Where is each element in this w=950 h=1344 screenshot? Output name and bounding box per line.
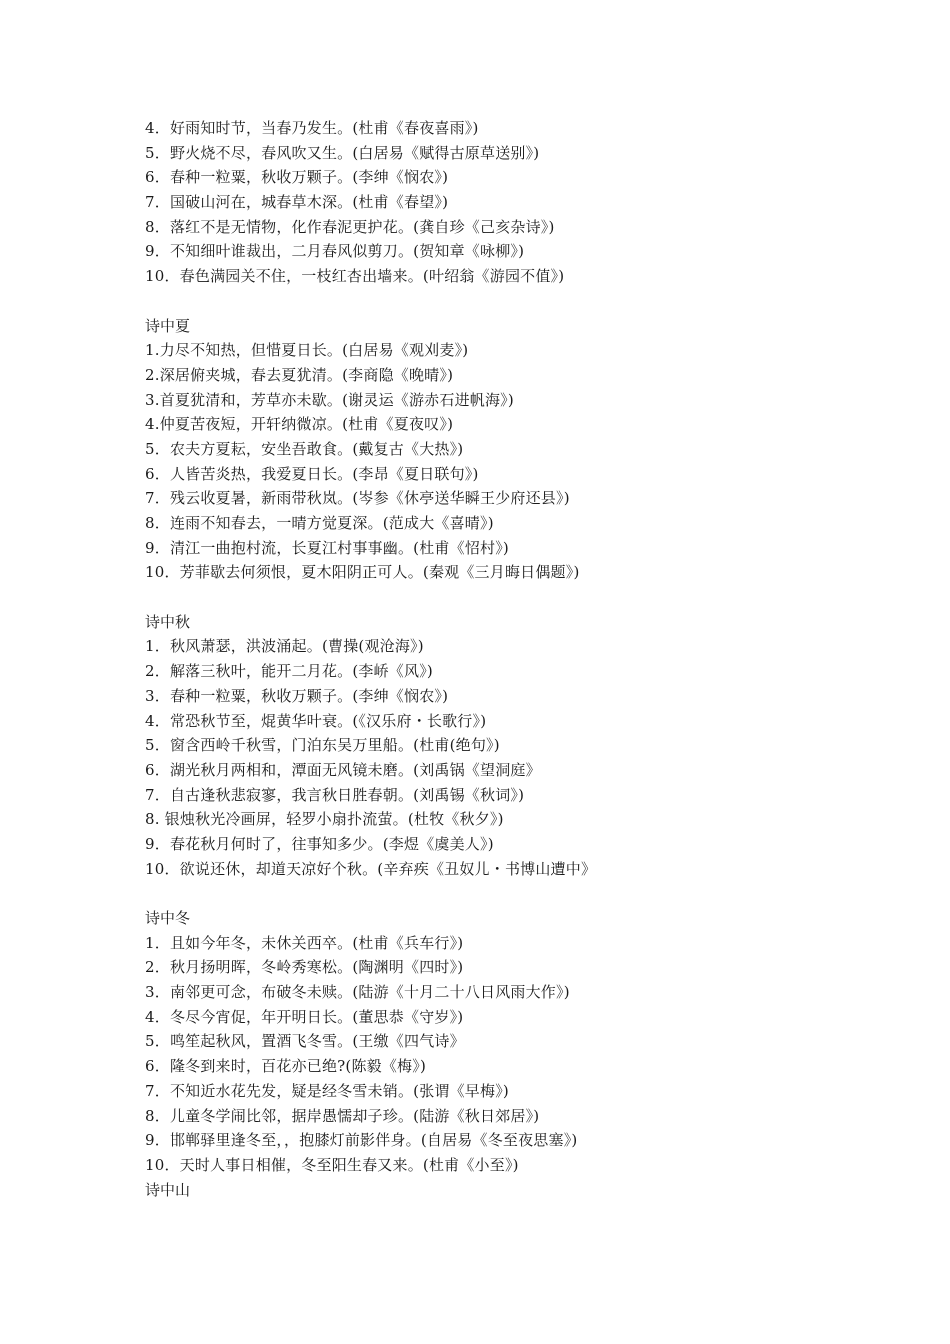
autumn-heading: 诗中秋 (145, 612, 191, 631)
summer-line-5: 5．农夫方夏耘，安坐吾敢食。(戴复古《大热》) (145, 439, 464, 458)
summer-line-8: 8．连雨不知春去，一晴方觉夏深。(范成大《喜晴》) (145, 514, 494, 532)
autumn-line-8: 8. 银烛秋光冷画屏，轻罗小扇扑流萤。(杜牧《秋夕》) (145, 810, 504, 829)
spring-line-8: 8．落红不是无情物，化作春泥更护花。(龚自珍《己亥杂诗》) (145, 217, 555, 236)
autumn-line-3: 3．春种一粒粟，秋收万颗子。(李绅《悯农》) (145, 686, 449, 705)
summer-section (145, 314, 905, 586)
winter-line-3: 3．南邻更可念，布破冬未赎。(陆游《十月二十八日风雨大作》) (145, 983, 570, 1002)
winter-line-6: 6．隆冬到来时，百花亦已绝?(陈毅《梅》) (145, 1057, 426, 1076)
autumn-line-10: 10．欲说还休，却道天凉好个秋。(辛弃疾《丑奴儿・书博山遭中》 (145, 859, 597, 878)
summer-line-1: 1.力尽不知热，但惜夏日长。(白居易《观刈麦》) (145, 341, 469, 360)
winter-line-9: 9．邯郸驿里逢冬至，，抱膝灯前影伴身。(自居易《冬至夜思塞》) (145, 1131, 578, 1150)
winter-heading: 诗中冬 (145, 909, 191, 927)
spring-section (145, 116, 905, 289)
winter-line-1: 1．且如今年冬，未休关西卒。(杜甫《兵车行》) (145, 933, 464, 952)
summer-line-9: 9．清江一曲抱村流，长夏江村事事幽。(杜甫《怊村》) (145, 538, 509, 557)
autumn-line-9: 9．春花秋月何时了，往事知多少。(李煜《虞美人》) (145, 834, 494, 853)
spring-line-5: 5．野火烧不尽，春风吹又生。(白居易《赋得古原草送别》) (145, 143, 540, 162)
winter-line-4: 4．冬尽今宵促，年开明日长。(董思恭《守岁》) (145, 1007, 464, 1026)
winter-line-8: 8．儿童冬学闹比邻，据岸愚懦却子珍。(陆游《秋日郊居》) (145, 1106, 540, 1125)
autumn-line-4: 4．常恐秋节至，焜黄华叶衰。(《汉乐府・长歌行》) (145, 711, 487, 730)
autumn-section (145, 610, 905, 882)
summer-heading: 诗中夏 (145, 316, 191, 335)
winter-line-10: 10．天时人事日相催，冬至阳生春又来。(杜甫《小至》) (145, 1155, 519, 1174)
spring-line-7: 7．国破山河在，城春草木深。(杜甫《春望》) (145, 193, 449, 212)
winter-line-5: 5．鸣笙起秋风，置酒飞冬雪。(王缴《四气诗》 (145, 1032, 465, 1051)
section-gap (145, 585, 905, 610)
winter-line-2: 2．秋月扬明晖，冬岭秀寒松。(陶渊明《四时》) (145, 958, 464, 977)
summer-line-4: 4.仲夏苦夜短，开轩纳微凉。(杜甫《夏夜叹》) (145, 415, 454, 434)
section-gap (145, 881, 905, 906)
section-gap (145, 289, 905, 314)
document-body (145, 116, 905, 1202)
summer-line-10: 10．芳菲歇去何须恨，夏木阳阴正可人。(秦观《三月晦日偶题》) (145, 563, 580, 582)
summer-line-2: 2.深居俯夹城，春去夏犹清。(李商隐《晚晴》) (145, 365, 454, 384)
spring-line-10: 10．春色满园关不住，一枝红杏出墙来。(叶绍翁《游园不值》) (145, 267, 565, 286)
summer-line-6: 6．人皆苦炎热，我爱夏日长。(李昂《夏日联句》) (145, 464, 479, 483)
summer-line-3: 3.首夏犹清和，芳草亦未歇。(谢灵运《游赤石进帆海》) (145, 390, 514, 409)
spring-line-4: 4．好雨知时节，当春乃发生。(杜甫《春夜喜雨》) (145, 119, 479, 137)
autumn-line-1: 1．秋风萧瑟，洪波涌起。(曹操(观沧海》) (145, 637, 424, 656)
mountain-section (145, 1178, 905, 1203)
spring-line-6: 6．春种一粒粟，秋收万颗子。(李绅《悯农》) (145, 168, 449, 187)
mountain-heading: 诗中山 (145, 1180, 191, 1199)
autumn-line-5: 5．窗含西岭千秋雪，门泊东吴万里船。(杜甫(绝句》) (145, 736, 500, 755)
summer-line-7: 7．残云收夏暑，新雨带秋岚。(岑参《休亭送华瞬王少府还县》) (145, 489, 570, 508)
autumn-line-2: 2．解落三秋叶，能开二月花。(李峤《风》) (145, 662, 433, 681)
winter-section (145, 906, 905, 1178)
winter-line-7: 7．不知近水花先发，疑是经冬雪未销。(张谓《早梅》) (145, 1081, 509, 1100)
spring-line-9: 9．不知细叶谁裁出，二月春风似剪刀。(贺知章《咏柳》) (145, 242, 525, 261)
autumn-line-6: 6．湖光秋月两相和，潭面无风镜未磨。(刘禹锅《望洞庭》 (145, 760, 541, 779)
autumn-line-7: 7．自古逢秋悲寂寥，我言秋日胜春朝。(刘禹锡《秋词》) (145, 785, 525, 804)
